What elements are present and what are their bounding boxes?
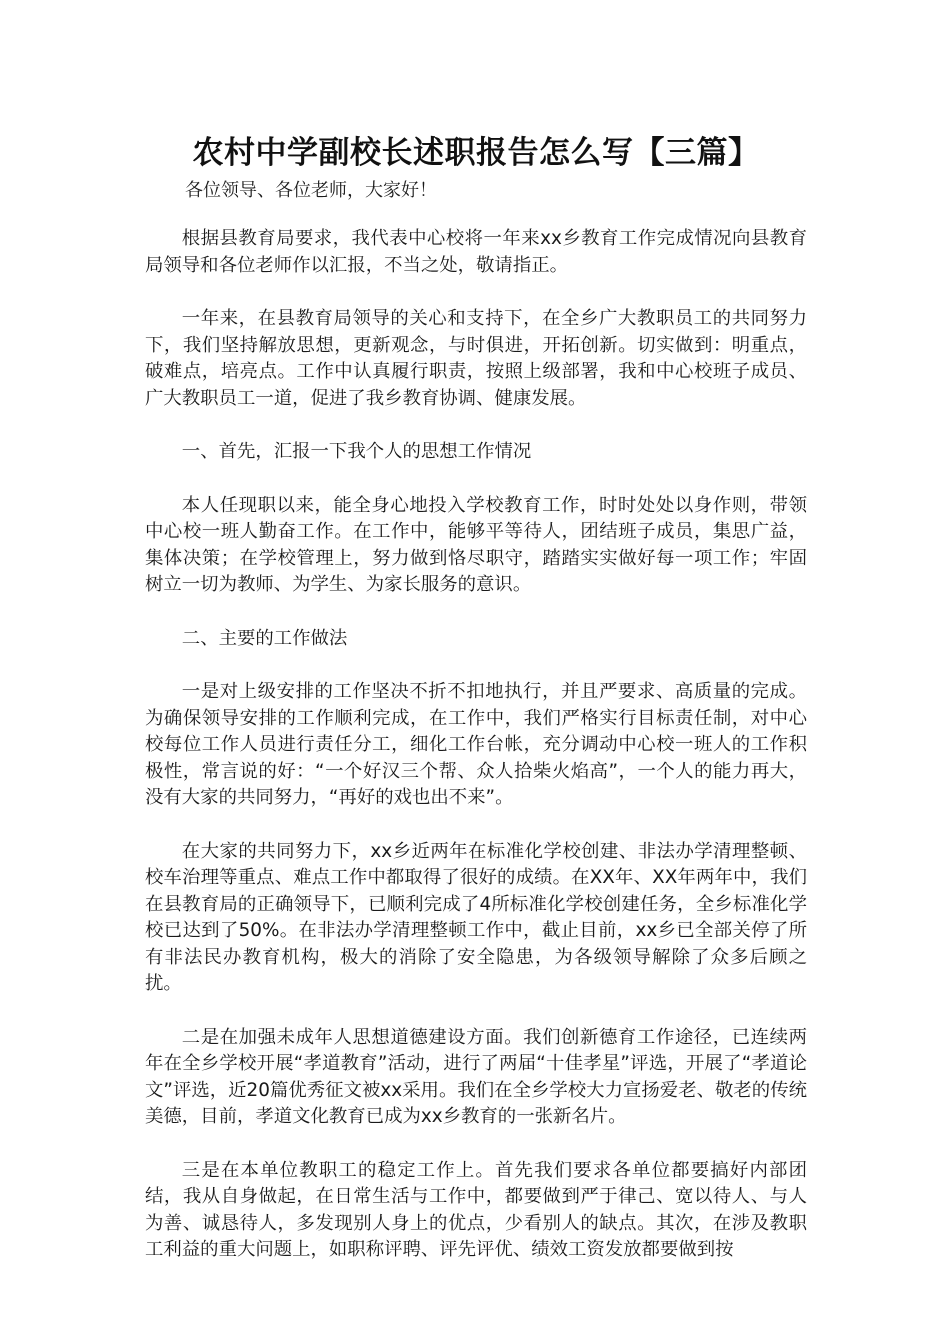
document-title: 农村中学副校长述职报告怎么写【三篇】 <box>192 135 760 171</box>
document-page <box>145 128 807 1264</box>
section-heading-2: 二、主要的工作做法 <box>181 627 348 649</box>
paragraph-moral-education: 二是在加强未成年人思想道德建设方面。我们创新德育工作途径，已连续两年在全乡学校开展“孝道教育”活动，进行了两届“十佳孝星”评选，开展了“孝道论文”评选，近20篇优秀征文被xx采用。我们在全乡学校大力宣扬爱老、敬老的传统美德，目前，孝道文化教育已成为xx乡教育的一张新名片。 <box>145 1026 807 1127</box>
greeting: 各位领导、各位老师，大家好！ <box>185 180 437 201</box>
paragraph-personal: 本人任现职以来，能全身心地投入学校教育工作，时时处处以身作则，带领中心校一班人勤奋工作。在工作中，能够平等待人，团结班子成员，集思广益，集体决策；在学校管理上，努力做到恪尽职守，踏踏实实做好每一项工作；牢固树立一切为教师、为学生、为家长服务的意识。 <box>145 494 807 595</box>
paragraph-staff-stability: 三是在本单位教职工的稳定工作上。首先我们要求各单位都要搞好内部团结，我从自身做起，在日常生活与工作中，都要做到严于律己、宽以待人、与人为善、诚恳待人，多发现别人身上的优点，少看别人的缺点。其次，在涉及教职工利益的重大问题上，如职称评聘、评先评优、绩效工资发放都要做到按 <box>145 1159 807 1260</box>
paragraph-work-1: 一是对上级安排的工作坚决不折不扣地执行，并且严要求、高质量的完成。为确保领导安排的工作顺利完成，在工作中，我们严格实行目标责任制，对中心校每位工作人员进行责任分工，细化工作台帐，充分调动中心校一班人的工作积极性，常言说的好：“一个好汉三个帮、众人拾柴火焰高”，一个人的能力再大，没有大家的共同努力，“再好的戏也出不来”。 <box>145 681 807 808</box>
paragraph-achievements: 在大家的共同努力下，xx乡近两年在标准化学校创建、非法办学清理整顿、校车治理等重点、难点工作中都取得了很好的成绩。在XX年、XX年两年中，我们在县教育局的正确领导下，已顺利完成了4所标准化学校创建任务，全乡标准化学校已达到了50%。在非法办学清理整顿工作中，截止目前，xx乡已全部关停了所有非法民办教育机构，极大的消除了安全隐患，为各级领导解除了众多后顾之扰。 <box>145 840 807 994</box>
paragraph-overview: 一年来，在县教育局领导的关心和支持下，在全乡广大教职员工的共同努力下，我们坚持解放思想，更新观念，与时俱进，开拓创新。切实做到：明重点，破难点，培亮点。工作中认真履行职责，按照上级部署，我和中心校班子成员、广大教职员工一道，促进了我乡教育协调、健康发展。 <box>145 308 807 409</box>
section-heading-1: 一、首先，汇报一下我个人的思想工作情况 <box>181 441 532 462</box>
paragraph-intro: 根据县教育局要求，我代表中心校将一年来xx乡教育工作完成情况向县教育局领导和各位老师作以汇报，不当之处，敬请指正。 <box>145 228 807 276</box>
